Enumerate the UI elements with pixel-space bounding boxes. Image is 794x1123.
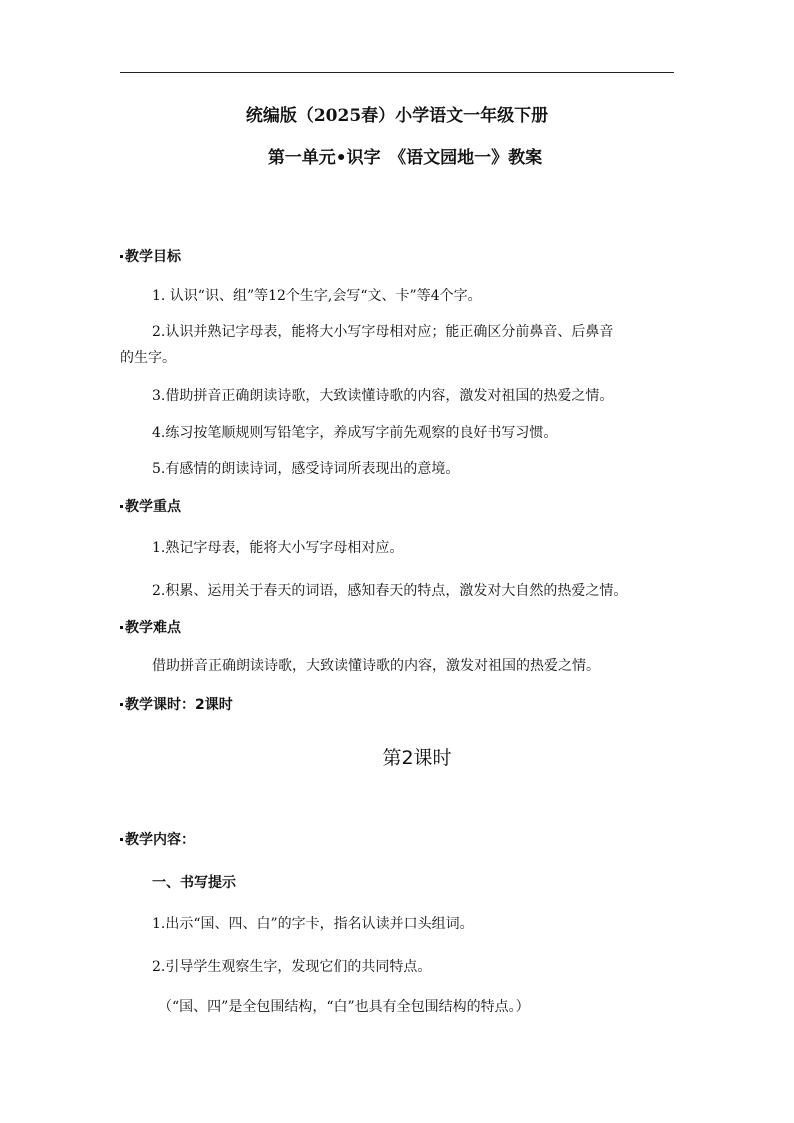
- header-rule: [120, 72, 674, 73]
- content-item: 1.出示“国、四、白”的字卡，指名认读并口头组词。: [152, 916, 474, 932]
- bullet-marker: [120, 626, 123, 629]
- document-subtitle: 第一单元•识字 《语文园地一》教案: [267, 148, 543, 168]
- objective-item: 4.练习按笔顺规则写铅笔字，养成写字前先观察的良好书写习惯。: [152, 425, 558, 441]
- objective-item: 1. 认识“识、组”等12个生字,会写“文、卡”等4个字。: [152, 288, 482, 304]
- difficulties-text: 借助拼音正确朗读诗歌，大致读懂诗歌的内容，激发对祖国的热爱之情。: [152, 658, 600, 674]
- objective-item-continuation: 的生字。: [120, 350, 176, 366]
- content-item: （“国、四”是全包围结构，“白”也具有全包围结构的特点。）: [158, 999, 530, 1015]
- periods-heading: [120, 695, 233, 715]
- key-point-item: 1.熟记字母表，能将大小写字母相对应。: [152, 540, 404, 556]
- bullet-marker: [120, 838, 123, 841]
- content-subheading: 一、书写提示: [152, 875, 236, 891]
- content-heading: [120, 830, 195, 850]
- content-heading-text: 教学内容：: [125, 832, 195, 848]
- objective-item: 3.借助拼音正确朗读诗歌，大致读懂诗歌的内容，激发对祖国的热爱之情。: [152, 388, 614, 404]
- periods-heading-text: 教学课时：2课时: [125, 697, 233, 713]
- document-title: 统编版（2025春）小学语文一年级下册: [245, 106, 549, 126]
- key-points-heading-text: 教学重点: [125, 499, 181, 515]
- difficulties-heading: [120, 618, 181, 638]
- key-points-heading: [120, 497, 181, 517]
- objective-item: 2.认识并熟记字母表，能将大小写字母相对应；能正确区分前鼻音、后鼻音: [152, 324, 614, 340]
- content-item: 2.引导学生观察生字，发现它们的共同特点。: [152, 959, 432, 975]
- objective-item: 5.有感情的朗读诗词，感受诗词所表现出的意境。: [152, 461, 460, 477]
- objectives-heading: [120, 247, 181, 267]
- key-point-item: 2.积累、运用关于春天的词语，感知春天的特点，激发对大自然的热爱之情。: [152, 583, 628, 599]
- bullet-marker: [120, 505, 123, 508]
- bullet-marker: [120, 255, 123, 258]
- bullet-marker: [120, 703, 123, 706]
- lesson-title: 第2课时: [382, 747, 452, 769]
- difficulties-heading-text: 教学难点: [125, 620, 181, 636]
- objectives-heading-text: 教学目标: [125, 249, 181, 265]
